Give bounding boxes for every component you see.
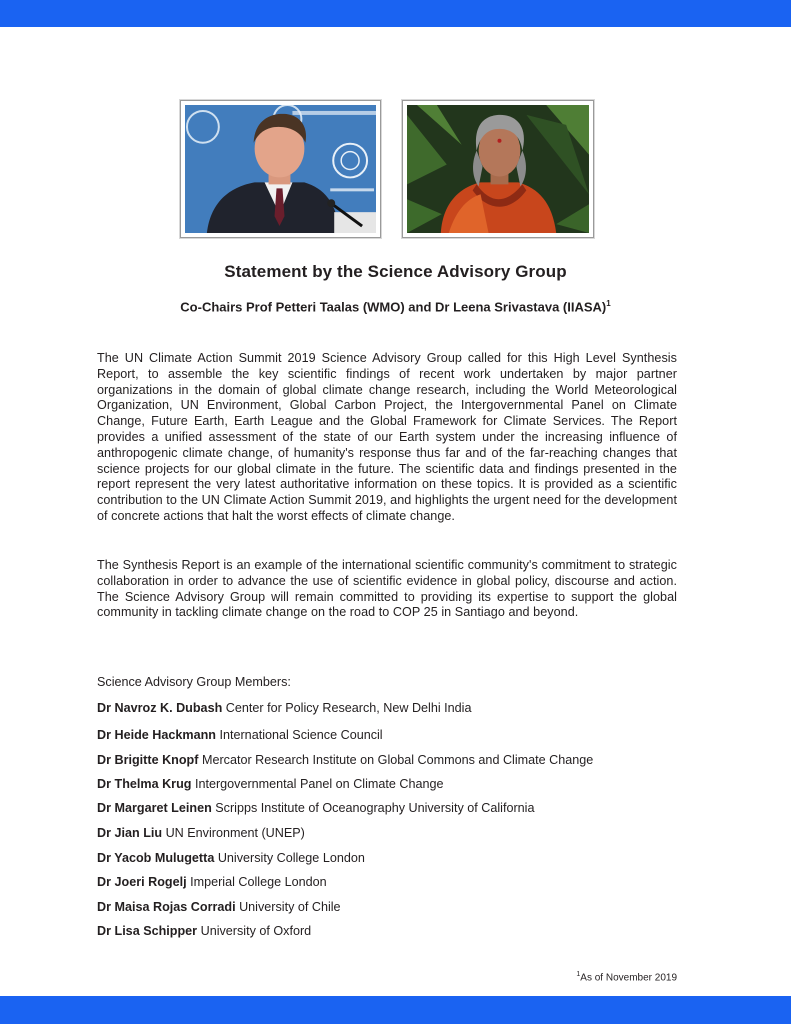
member-name: Dr Thelma Krug [97, 777, 192, 791]
member-name: Dr Lisa Schipper [97, 924, 198, 938]
statement-paragraph-1: The UN Climate Action Summit 2019 Science Advisory Group called for this High Level Synthesis Report, to assemble the key scientific findings of recent work undertaken by major partner organizations in the domain of global climate change research, including the World Meteorological Organization, UN Environment, Global Carbon Project, the Intergovernmental Panel on Climate Change, Future Earth, Earth League and the Global Framework for Climate Services. The Report provides a unified assessment of the state of our Earth system under the increasing influence of anthropogenic climate change, of humanity's response thus far and of the far-reaching changes that science projects for our global climate in the future. The scientific data and findings presented in the report represent the very latest authoritative information on these topics. It is provided as a scientific contribution to the UN Climate Action Summit 2019, and highlights the urgent need for the development of concrete actions that halt the worst effects of climate change. [97, 351, 677, 523]
member-entry [97, 777, 444, 791]
member-affiliation: University of Oxford [200, 924, 312, 938]
co-chairs-text: Co-Chairs Prof Petteri Taalas (WMO) and Dr Leena Srivastava (IIASA) [180, 299, 607, 315]
member-affiliation: University of Chile [239, 900, 341, 914]
co-chairs-subtitle [0, 299, 791, 314]
member-name: Dr Jian Liu [97, 826, 163, 840]
member-affiliation: Scripps Institute of Oceanography University of California [215, 801, 535, 815]
statement-paragraph-2: The Synthesis Report is an example of the international scientific community's commitment to strategic collaboration in order to advance the use of scientific evidence in global policy, discourse and action. The Science Advisory Group will remain committed to providing its expertise to support the global community in tackling climate change on the road to COP 25 in Santiago and beyond. [97, 558, 677, 620]
member-entry [97, 900, 341, 914]
member-affiliation: UN Environment (UNEP) [165, 826, 305, 840]
person-at-un-podium-photo [185, 105, 376, 233]
member-entry [97, 851, 365, 865]
member-entry [97, 826, 305, 840]
bottom-blue-band [0, 996, 791, 1024]
member-affiliation: Mercator Research Institute on Global Commons and Climate Change [201, 753, 594, 767]
footnote-number: 1 [576, 971, 581, 978]
member-entry [97, 875, 327, 889]
person-portrait-photo [407, 105, 589, 233]
member-entry [97, 801, 534, 815]
page-title: Statement by the Science Advisory Group [224, 262, 567, 281]
member-name: Dr Brigitte Knopf [97, 753, 199, 767]
member-name: Dr Heide Hackmann [97, 728, 216, 742]
member-affiliation: University College London [217, 851, 365, 865]
co-chair-photo-srivastava [402, 100, 594, 238]
member-entry [97, 753, 593, 767]
member-entry [97, 701, 471, 715]
members-heading: Science Advisory Group Members: [97, 675, 291, 689]
top-blue-band [0, 0, 791, 27]
member-name: Dr Joeri Rogelj [97, 875, 187, 889]
member-affiliation: Intergovernmental Panel on Climate Change [194, 777, 444, 791]
footnote [576, 971, 677, 983]
footnote-text: As of November 2019 [580, 972, 677, 984]
member-entry [97, 728, 383, 742]
co-chair-photo-taalas [180, 100, 381, 238]
member-name: Dr Navroz K. Dubash [97, 701, 223, 715]
member-entry [97, 924, 311, 938]
member-name: Dr Yacob Mulugetta [97, 851, 215, 865]
member-name: Dr Maisa Rojas Corradi [97, 900, 236, 914]
member-affiliation: International Science Council [219, 728, 383, 742]
member-affiliation: Center for Policy Research, New Delhi India [225, 701, 472, 715]
member-name: Dr Margaret Leinen [97, 801, 212, 815]
footnote-marker: 1 [606, 299, 611, 308]
member-affiliation: Imperial College London [190, 875, 327, 889]
